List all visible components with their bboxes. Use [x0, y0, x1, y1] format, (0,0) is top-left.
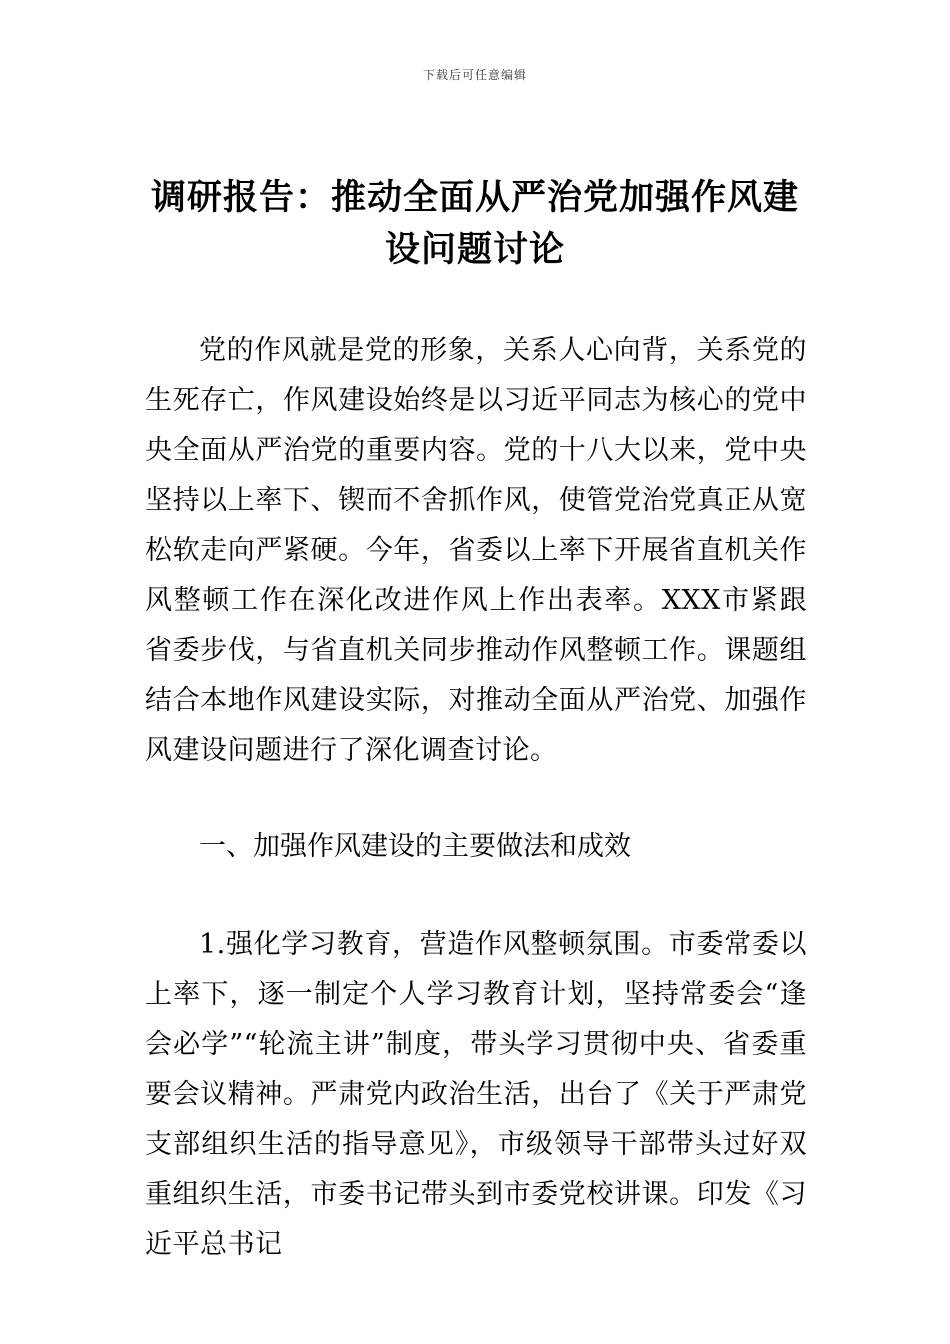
header-note: 下载后可任意编辑 — [422, 68, 527, 82]
section-heading: 一、加强作风建设的主要做法和成效 — [199, 831, 631, 862]
intro-paragraph: 党的作风就是党的形象，关系人心向背，关系党的生死存亡，作风建设始终是以习近平同志为核心的党中央全面从严治党的重要内容。党的十八大以来，党中央坚持以上率下、锲而不舍抓作风，使管党治党真正从宽松软走向严紧硬。今年，省委以上率下开展省直机关作风整顿工作在深化改进作风上作出表率。XXX市紧跟省委步伐，与省直机关同步推动作风整顿工作。课题组结合本地作风建设实际，对推动全面从严治党、加强作风建设问题进行了深化调查讨论。 — [145, 335, 807, 766]
section-paragraph: 1.强化学习教育，营造作风整顿氛围。市委常委以上率下，逐一制定个人学习教育计划，坚持常委会“逢会必学”“轮流主讲”制度，带头学习贯彻中央、省委重要会议精神。严肃党内政治生活，出台了《关于严肃党支部组织生活的指导意见》，市级领导干部带头过好双重组织生活，市委书记带头到市委党校讲课。印发《习近平总书记 — [145, 929, 807, 1260]
document-title: 调研报告：推动全面从严治党加强作风建设问题讨论 — [150, 178, 799, 270]
